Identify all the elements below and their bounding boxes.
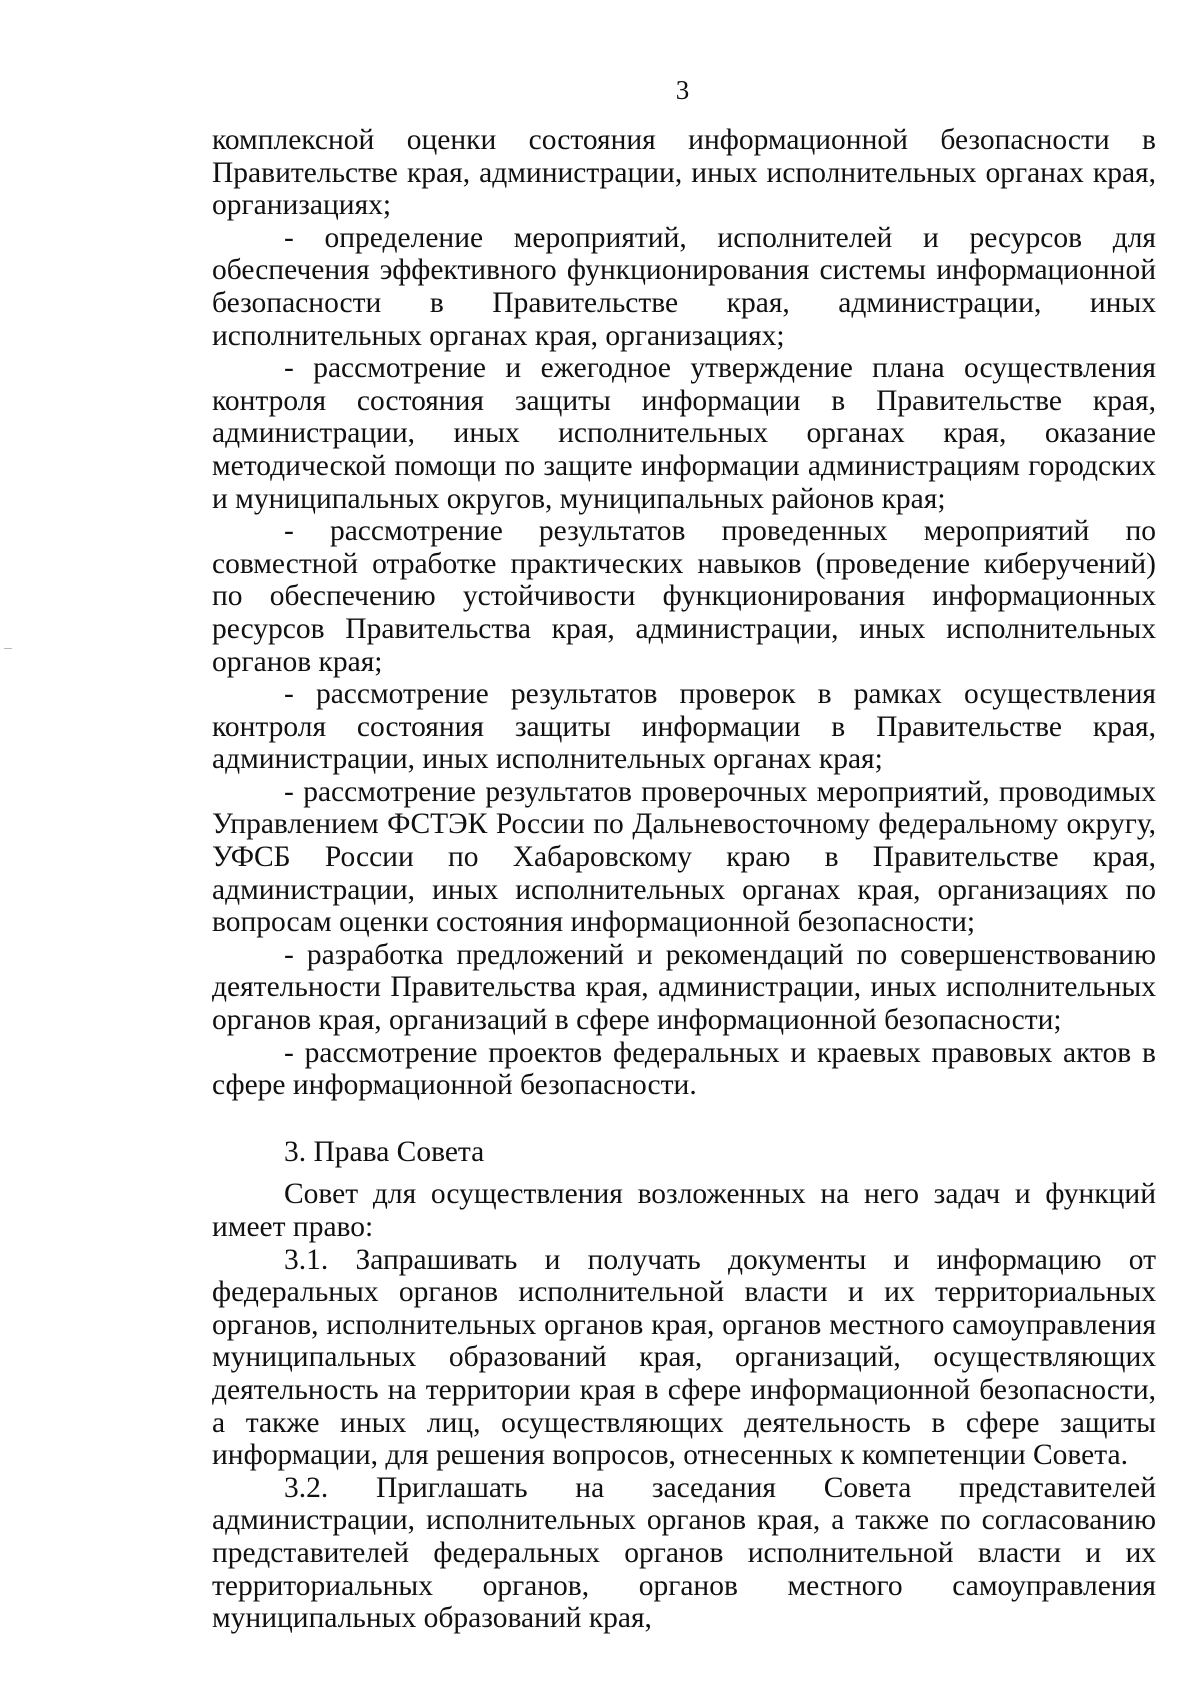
list-item-paragraph: - рассмотрение и ежегодное утверждение плана осуществления контроля состояния защиты информации в Правительстве края, администрации, иных исполнительных органах края, оказание методической помощи по защите информации администрациям городских и муниципальных округов, муниципальных районов края; — [212, 352, 1156, 515]
document-body — [212, 124, 1156, 1635]
clause-paragraph: 3.1. Запрашивать и получать документы и информацию от федеральных органов исполнительной власти и их территориальных органов, исполнительных органов края, органов местного самоуправления муниципальных образований края, организаций, осуществляющих деятельность на территории края в сфере информационной безопасности, а также иных лиц, осуществляющих деятельность в сфере защиты информации, для решения вопросов, отнесенных к компетенции Совета. — [212, 1243, 1156, 1472]
list-item-paragraph: - рассмотрение результатов проверочных мероприятий, проводимых Управлением ФСТЭК России по Дальневосточному федеральному округу, УФСБ России по Хабаровскому краю в Правительстве края, администрации, иных исполнительных органах края, организациях по вопросам оценки состояния информационной безопасности; — [212, 775, 1156, 939]
paragraph-continuation: комплексной оценки состояния информационной безопасности в Правительстве края, администрации, иных исполнительных органах края, организациях; — [212, 124, 1156, 222]
section-intro-paragraph: Совет для осуществления возложенных на него задач и функций имеет право: — [212, 1178, 1156, 1243]
section-heading: 3. Права Совета — [284, 1135, 485, 1168]
list-item-paragraph: - рассмотрение результатов проверок в рамках осуществления контроля состояния защиты информации в Правительстве края, администрации, иных исполнительных органах края; — [212, 678, 1156, 776]
clause-paragraph: 3.2. Приглашать на заседания Совета представителей администрации, исполнительных органов края, а также по согласованию представителей федеральных органов исполнительной власти и их территориальных органов, органов местного самоуправления муниципальных образований края, — [212, 1471, 1156, 1635]
list-item-paragraph: - определение мероприятий, исполнителей и ресурсов для обеспечения эффективного функционирования системы информационной безопасности в Правительстве края, администрации, иных исполнительных органах края, организациях; — [212, 221, 1156, 352]
list-item-paragraph: - разработка предложений и рекомендаций по совершенствованию деятельности Правительства края, администрации, иных исполнительных органов края, организаций в сфере информационной безопасности; — [212, 938, 1156, 1037]
page-number: 3 — [675, 75, 690, 105]
list-item-paragraph: - рассмотрение результатов проведенных мероприятий по совместной отработке практических навыков (проведение киберучений) по обеспечению устойчивости функционирования информационных ресурсов Правительства края, администрации, иных исполнительных органов края; — [212, 515, 1156, 678]
scan-artifact — [4, 648, 12, 649]
list-item-paragraph: - рассмотрение проектов федеральных и краевых правовых актов в сфере информационной безопасности. — [212, 1036, 1156, 1102]
